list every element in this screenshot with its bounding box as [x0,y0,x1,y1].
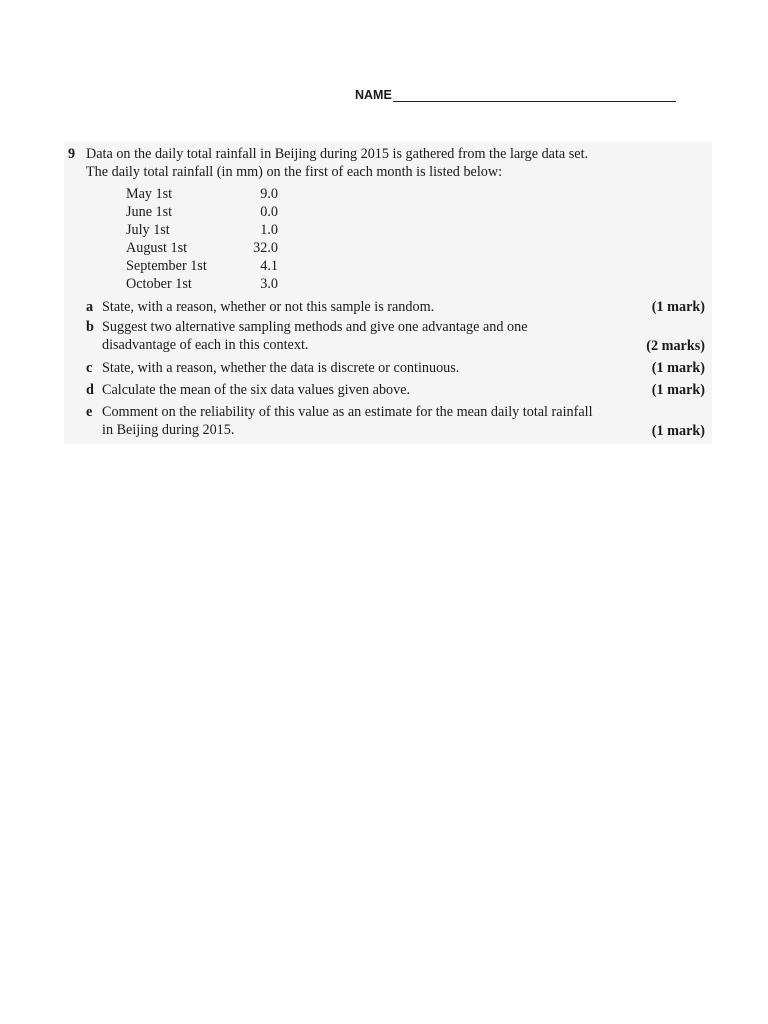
part-text [102,359,662,377]
part-letter: c [86,360,93,376]
month-cell: September 1st [126,258,207,274]
rainfall-value: 0.0 [260,204,278,220]
name-label: NAME [355,88,392,102]
rainfall-value: 9.0 [260,186,278,202]
marks-label: (2 marks) [646,338,705,354]
part-text [102,381,662,399]
marks-label: (1 mark) [651,382,705,398]
table-row [126,275,278,293]
rainfall-value: 4.1 [260,258,278,274]
marks-label: (1 mark) [651,299,705,315]
part-line: State, with a reason, whether or not this sample is random. [102,299,435,315]
table-row [126,185,278,203]
part-letter: d [86,382,94,398]
table-row [126,239,278,257]
intro-line: The daily total rainfall (in mm) on the first of each month is listed below: [86,164,503,180]
rainfall-value: 32.0 [253,240,278,256]
table-row [126,221,278,239]
month-cell: May 1st [126,186,173,202]
marks-label: (1 mark) [651,360,705,376]
part-line: disadvantage of each in this context. [102,337,309,353]
part-letter: e [86,404,93,420]
question-number: 9 [68,146,76,162]
name-underline [393,89,676,102]
part-line: Calculate the mean of the six data values given above. [102,382,411,398]
table-row [126,203,278,221]
part-text [102,318,662,354]
question-intro [86,145,706,181]
month-cell: July 1st [126,222,170,238]
part-text [102,298,662,316]
rainfall-value: 3.0 [260,276,278,292]
month-cell: August 1st [126,240,188,256]
name-field [355,88,676,102]
part-line: State, with a reason, whether the data is discrete or continuous. [102,360,460,376]
rainfall-table [126,185,278,293]
rainfall-value: 1.0 [260,222,278,238]
part-line: Comment on the reliability of this value as an estimate for the mean daily total rainfall [102,404,593,420]
part-text [102,403,662,439]
part-line: in Beijing during 2015. [102,422,235,438]
intro-line: Data on the daily total rainfall in Beijing during 2015 is gathered from the large data set. [86,146,589,162]
table-row [126,257,278,275]
part-letter: a [86,299,94,315]
month-cell: October 1st [126,276,192,292]
part-letter: b [86,319,94,335]
marks-label: (1 mark) [651,423,705,439]
part-line: Suggest two alternative sampling methods and give one advantage and one [102,319,528,335]
month-cell: June 1st [126,204,173,220]
question-block [64,142,712,444]
